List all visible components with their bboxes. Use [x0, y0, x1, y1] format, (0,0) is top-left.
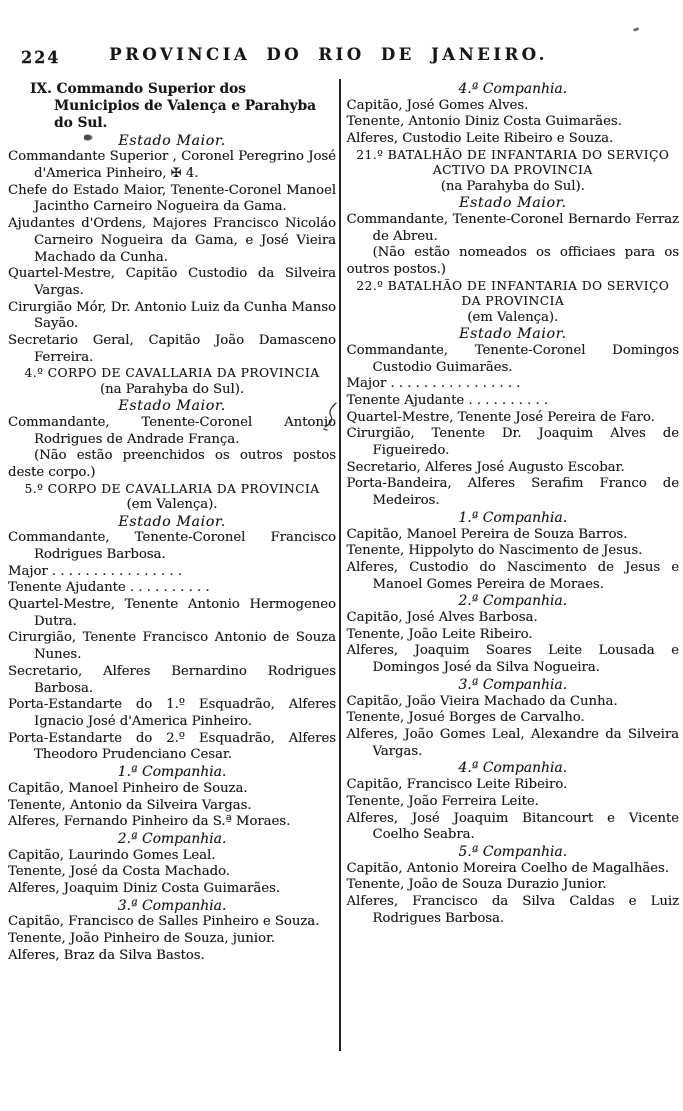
right-column [341, 79, 683, 1051]
corps-heading [347, 279, 680, 326]
company-heading: 3.ª Companhia. [458, 676, 568, 693]
roster-entry: Capitão, Laurindo Gomes Leal. [8, 847, 216, 863]
roster-entry: Capitão, José Gomes Alves. [346, 97, 529, 113]
company-heading: 5.ª Companhia. [458, 843, 568, 860]
two-column-layout [0, 79, 683, 1051]
left-column [0, 79, 339, 1051]
roster-entry: Alferes, João Gomes Leal, Alexandre da Silveira Vargas. [346, 726, 679, 759]
roster-entry: Tenente, João Ferreira Leite. [346, 793, 539, 809]
vacancy-note: (Não estão nomeados os officiaes para os outros postos.) [346, 245, 679, 278]
company-heading: 2.ª Companhia. [117, 830, 227, 847]
roster-entry: Alferes, Joaquim Diniz Costa Guimarães. [8, 881, 280, 897]
page-header [0, 45, 683, 71]
roster-entry: Commandante, Tenente-Coronel Francisco Rodrigues Barbosa. [8, 530, 336, 562]
roster-entry: Commandante Superior , Coronel Peregrino José d'America Pinheiro, ✠ 4. [8, 149, 336, 182]
roster-entry: Capitão, Manoel Pinheiro de Souza. [8, 780, 248, 796]
roster-entry: Capitão, José Alves Barbosa. [346, 610, 538, 626]
vacancy-note: (Não estão preenchidos os outros postos deste corpo.) [8, 448, 336, 481]
roster-entry: Capitão, Manoel Pereira de Souza Barros. [346, 526, 628, 542]
roster-entry: Tenente, Antonio Diniz Costa Guimarães. [346, 114, 622, 130]
roster-entry: Tenente, Antonio da Silveira Vargas. [8, 797, 252, 813]
roster-entry: Quartel-Mestre, Tenente Antonio Hermogeneo Dutra. [8, 597, 336, 629]
roster-entry: Tenente Ajudante . . . . . . . . . . [346, 392, 549, 408]
roster-entry: Secretario Geral, Capitão João Damasceno Ferreira. [8, 333, 336, 365]
roster-entry: Tenente Ajudante . . . . . . . . . . [8, 580, 210, 596]
roster-entry: Secretario, Alferes José Augusto Escobar. [346, 459, 625, 475]
roster-entry: Commandante, Tenente-Coronel Domingos Custodio Guimarães. [346, 342, 679, 375]
roster-entry: Secretario, Alferes Bernardino Rodrigues Barbosa. [8, 663, 336, 696]
roster-entry: Alferes, Custodio do Nascimento de Jesus e Manoel Gomes Pereira de Moraes. [346, 559, 679, 592]
command-heading: IX. Commando Superior dos Municipios de Valença e Parahyba do Sul. [30, 81, 316, 132]
corps-title: 21.º BATALHÃO DE INFANTARIA DO SERVIÇO ACTIVO DA PROVINCIA [356, 147, 670, 178]
company-heading: 2.ª Companhia. [458, 593, 568, 610]
roster-entry: Cirurgião, Tenente Dr. Joaquim Alves de Figueiredo. [346, 426, 679, 459]
estado-maior-heading: Estado Maior. [118, 398, 226, 415]
corps-title: 4.º CORPO DE CAVALLARIA DA PROVINCIA [24, 366, 320, 381]
corps-location: (na Parahyba do Sul). [99, 382, 245, 398]
corps-title: 22.º BATALHÃO DE INFANTARIA DO SERVIÇO DA PROVINCIA [356, 278, 670, 309]
roster-entry: Major . . . . . . . . . . . . . . . . [8, 563, 182, 579]
roster-entry: Alferes, Braz da Silva Bastos. [8, 947, 205, 963]
company-heading: 4.ª Companhia. [458, 760, 568, 777]
roster-entry: Alferes, Joaquim Soares Leite Lousada e Domingos José da Silva Nogueira. [346, 643, 679, 676]
corps-title: 5.º CORPO DE CAVALLARIA DA PROVINCIA [24, 481, 320, 496]
roster-entry: Alferes, Custodio Leite Ribeiro e Souza. [346, 131, 614, 147]
roster-entry: Tenente, Josué Borges de Carvalho. [346, 710, 585, 726]
corps-location: (na Parahyba do Sul). [440, 179, 585, 194]
roster-entry: Cirurgião, Tenente Francisco Antonio de Souza Nunes. [8, 630, 336, 663]
roster-entry: Quartel-Mestre, Capitão Custodio da Silveira Vargas. [8, 266, 336, 298]
corps-heading [8, 482, 336, 514]
estado-maior-heading: Estado Maior. [118, 513, 226, 530]
company-heading: 1.ª Companhia. [458, 509, 568, 526]
company-heading: 3.ª Companhia. [117, 897, 227, 914]
roster-entry: Alferes, Francisco da Silva Caldas e Luiz Rodrigues Barbosa. [346, 894, 679, 926]
roster-entry: Alferes, Fernando Pinheiro da S.ª Moraes. [8, 814, 291, 830]
roster-entry: Commandante, Tenente-Coronel Bernardo Ferraz de Abreu. [346, 211, 679, 244]
roster-entry: Capitão, Francisco Leite Ribeiro. [346, 777, 568, 793]
roster-entry: Capitão, Antonio Moreira Coelho de Magalhães. [346, 860, 669, 876]
corps-heading [347, 148, 680, 195]
roster-entry: Porta-Estandarte do 2.º Esquadrão, Alferes Theodoro Prudenciano Cesar. [8, 730, 336, 763]
roster-entry: Capitão, Francisco de Salles Pinheiro e Souza. [8, 914, 320, 930]
roster-entry: Tenente, José da Costa Machado. [8, 864, 230, 880]
roster-entry: Porta-Bandeira, Alferes Serafim Franco de Medeiros. [346, 476, 679, 509]
roster-entry: Porta-Estandarte do 1.º Esquadrão, Alferes Ignacio José d'America Pinheiro. [8, 697, 336, 729]
estado-maior-heading: Estado Maior. [458, 195, 567, 212]
roster-entry: Capitão, João Vieira Machado da Cunha. [346, 693, 618, 709]
estado-maior-heading: Estado Maior. [458, 326, 567, 343]
roster-entry: Chefe do Estado Maior, Tenente-Coronel Manoel Jacintho Carneiro Nogueira da Gama. [8, 182, 336, 215]
roster-entry: Tenente, João Pinheiro de Souza, junior. [8, 931, 275, 947]
estado-maior-heading: Estado Maior. [118, 132, 226, 149]
roster-entry: Tenente, Hippolyto do Nascimento de Jesus. [346, 543, 643, 559]
roster-entry: Ajudantes d'Ordens, Majores Francisco Nicoláo Carneiro Nogueira da Gama, e José Vieira Machado da Cunha. [8, 216, 336, 265]
corps-location: (em Valença). [126, 497, 218, 513]
corps-location: (em Valença). [467, 309, 559, 325]
roster-entry: Tenente, João de Souza Durazio Junior. [346, 877, 607, 893]
company-heading: 4.ª Companhia. [458, 81, 568, 97]
page-number: 224 [21, 47, 61, 68]
roster-entry: Tenente, João Leite Ribeiro. [346, 626, 533, 642]
roster-entry: Cirurgião Mór, Dr. Antonio Luiz da Cunha Manso Sayão. [8, 299, 336, 332]
roster-entry: Quartel-Mestre, Tenente José Pereira de Faro. [346, 409, 655, 425]
roster-entry: Major . . . . . . . . . . . . . . . . [346, 376, 521, 392]
company-heading: 1.ª Companhia. [117, 764, 227, 781]
roster-entry: Commandante, Tenente-Coronel Antonio Rodrigues de Andrade França. [8, 414, 336, 447]
page-title: PROVINCIA DO RIO DE JANEIRO. [109, 45, 548, 64]
corps-heading [8, 366, 336, 398]
roster-entry: Alferes, José Joaquim Bitancourt e Vicente Coelho Seabra. [346, 810, 679, 843]
ink-speck-mark [633, 27, 640, 32]
